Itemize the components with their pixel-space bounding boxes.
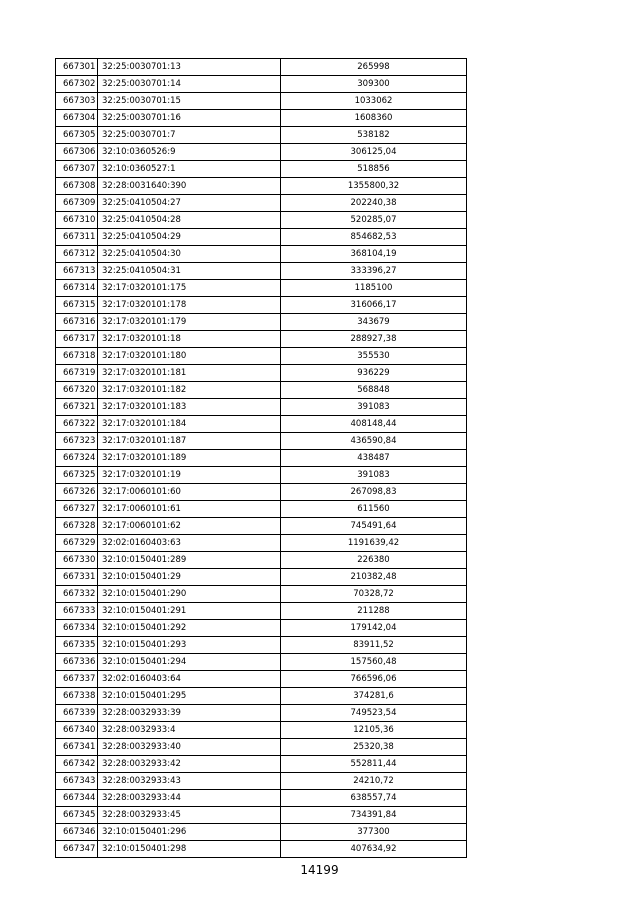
cadastral-number-cell: 32:02:0160403:63 (98, 535, 281, 552)
cadastral-number-cell: 32:25:0030701:15 (98, 93, 281, 110)
value-cell: 157560,48 (281, 654, 467, 671)
value-cell: 638557,74 (281, 790, 467, 807)
table-row (56, 229, 467, 246)
table-row (56, 297, 467, 314)
value-cell: 368104,19 (281, 246, 467, 263)
table-row (56, 841, 467, 858)
cadastral-number-cell: 32:25:0030701:14 (98, 76, 281, 93)
row-id-cell: 667338 (56, 688, 98, 705)
cadastral-number-cell: 32:25:0410504:27 (98, 195, 281, 212)
row-id-cell: 667316 (56, 314, 98, 331)
row-id-cell: 667339 (56, 705, 98, 722)
row-id-cell: 667331 (56, 569, 98, 586)
cadastral-number-cell: 32:25:0410504:30 (98, 246, 281, 263)
value-cell: 306125,04 (281, 144, 467, 161)
row-id-cell: 667330 (56, 552, 98, 569)
row-id-cell: 667334 (56, 620, 98, 637)
cadastral-number-cell: 32:10:0150401:289 (98, 552, 281, 569)
cadastral-number-cell: 32:17:0320101:178 (98, 297, 281, 314)
row-id-cell: 667309 (56, 195, 98, 212)
row-id-cell: 667306 (56, 144, 98, 161)
cadastral-number-cell: 32:10:0150401:29 (98, 569, 281, 586)
row-id-cell: 667307 (56, 161, 98, 178)
table-row (56, 178, 467, 195)
value-cell: 568848 (281, 382, 467, 399)
row-id-cell: 667347 (56, 841, 98, 858)
table-row (56, 110, 467, 127)
table-row (56, 756, 467, 773)
table-row (56, 671, 467, 688)
cadastral-number-cell: 32:28:0032933:39 (98, 705, 281, 722)
value-cell: 408148,44 (281, 416, 467, 433)
table-row (56, 144, 467, 161)
row-id-cell: 667332 (56, 586, 98, 603)
value-cell: 374281,6 (281, 688, 467, 705)
value-cell: 1355800,32 (281, 178, 467, 195)
cadastral-number-cell: 32:17:0320101:187 (98, 433, 281, 450)
row-id-cell: 667337 (56, 671, 98, 688)
table-row (56, 484, 467, 501)
table-row (56, 399, 467, 416)
table-row (56, 365, 467, 382)
value-cell: 267098,83 (281, 484, 467, 501)
value-cell: 391083 (281, 467, 467, 484)
row-id-cell: 667336 (56, 654, 98, 671)
table-row (56, 654, 467, 671)
row-id-cell: 667305 (56, 127, 98, 144)
cadastral-number-cell: 32:10:0150401:294 (98, 654, 281, 671)
row-id-cell: 667333 (56, 603, 98, 620)
table-row (56, 773, 467, 790)
value-cell: 1185100 (281, 280, 467, 297)
row-id-cell: 667325 (56, 467, 98, 484)
table-row (56, 739, 467, 756)
row-id-cell: 667320 (56, 382, 98, 399)
cadastral-number-cell: 32:17:0320101:182 (98, 382, 281, 399)
cadastral-number-cell: 32:17:0320101:179 (98, 314, 281, 331)
cadastral-number-cell: 32:25:0030701:7 (98, 127, 281, 144)
table-row (56, 246, 467, 263)
cadastral-number-cell: 32:17:0320101:19 (98, 467, 281, 484)
value-cell: 83911,52 (281, 637, 467, 654)
row-id-cell: 667319 (56, 365, 98, 382)
table-row (56, 76, 467, 93)
table-row (56, 586, 467, 603)
cadastral-number-cell: 32:10:0150401:296 (98, 824, 281, 841)
table-body (56, 59, 467, 858)
cadastral-number-cell: 32:17:0320101:175 (98, 280, 281, 297)
value-cell: 438487 (281, 450, 467, 467)
cadastral-number-cell: 32:17:0060101:61 (98, 501, 281, 518)
cadastral-number-cell: 32:10:0360527:1 (98, 161, 281, 178)
value-cell: 211288 (281, 603, 467, 620)
cadastral-number-cell: 32:10:0150401:291 (98, 603, 281, 620)
table-row (56, 552, 467, 569)
table-row (56, 688, 467, 705)
table-row (56, 263, 467, 280)
row-id-cell: 667303 (56, 93, 98, 110)
cadastral-number-cell: 32:17:0060101:60 (98, 484, 281, 501)
value-cell: 288927,38 (281, 331, 467, 348)
row-id-cell: 667310 (56, 212, 98, 229)
value-cell: 436590,84 (281, 433, 467, 450)
value-cell: 407634,92 (281, 841, 467, 858)
value-cell: 25320,38 (281, 739, 467, 756)
row-id-cell: 667345 (56, 807, 98, 824)
cadastral-number-cell: 32:28:0031640:390 (98, 178, 281, 195)
cadastral-number-cell: 32:25:0410504:28 (98, 212, 281, 229)
value-cell: 24210,72 (281, 773, 467, 790)
row-id-cell: 667315 (56, 297, 98, 314)
value-cell: 355530 (281, 348, 467, 365)
row-id-cell: 667308 (56, 178, 98, 195)
table-row (56, 382, 467, 399)
table-row (56, 127, 467, 144)
row-id-cell: 667313 (56, 263, 98, 280)
value-cell: 202240,38 (281, 195, 467, 212)
value-cell: 343679 (281, 314, 467, 331)
table-row (56, 59, 467, 76)
table-row (56, 331, 467, 348)
table-row (56, 93, 467, 110)
cadastral-number-cell: 32:25:0030701:13 (98, 59, 281, 76)
row-id-cell: 667341 (56, 739, 98, 756)
table-row (56, 637, 467, 654)
cadastral-number-cell: 32:28:0032933:45 (98, 807, 281, 824)
value-cell: 265998 (281, 59, 467, 76)
cadastral-number-cell: 32:10:0150401:298 (98, 841, 281, 858)
cadastral-number-cell: 32:28:0032933:44 (98, 790, 281, 807)
value-cell: 377300 (281, 824, 467, 841)
cadastral-number-cell: 32:10:0150401:292 (98, 620, 281, 637)
value-cell: 518856 (281, 161, 467, 178)
row-id-cell: 667304 (56, 110, 98, 127)
cadastral-number-cell: 32:28:0032933:4 (98, 722, 281, 739)
value-cell: 520285,07 (281, 212, 467, 229)
table-row (56, 807, 467, 824)
row-id-cell: 667323 (56, 433, 98, 450)
cadastral-number-cell: 32:10:0150401:290 (98, 586, 281, 603)
cadastral-number-cell: 32:25:0030701:16 (98, 110, 281, 127)
value-cell: 854682,53 (281, 229, 467, 246)
cadastral-number-cell: 32:17:0320101:183 (98, 399, 281, 416)
table-row (56, 212, 467, 229)
row-id-cell: 667324 (56, 450, 98, 467)
table-row (56, 314, 467, 331)
table-row (56, 348, 467, 365)
row-id-cell: 667311 (56, 229, 98, 246)
row-id-cell: 667301 (56, 59, 98, 76)
cadastral-number-cell: 32:28:0032933:42 (98, 756, 281, 773)
row-id-cell: 667326 (56, 484, 98, 501)
value-cell: 936229 (281, 365, 467, 382)
table-row (56, 195, 467, 212)
cadastral-number-cell: 32:25:0410504:29 (98, 229, 281, 246)
table-row (56, 824, 467, 841)
row-id-cell: 667328 (56, 518, 98, 535)
value-cell: 226380 (281, 552, 467, 569)
row-id-cell: 667346 (56, 824, 98, 841)
cadastral-number-cell: 32:17:0320101:184 (98, 416, 281, 433)
row-id-cell: 667343 (56, 773, 98, 790)
row-id-cell: 667344 (56, 790, 98, 807)
table-row (56, 790, 467, 807)
table-row (56, 518, 467, 535)
value-cell: 210382,48 (281, 569, 467, 586)
row-id-cell: 667321 (56, 399, 98, 416)
cadastral-value-table (55, 58, 467, 858)
table-row (56, 467, 467, 484)
row-id-cell: 667314 (56, 280, 98, 297)
value-cell: 391083 (281, 399, 467, 416)
cadastral-number-cell: 32:10:0150401:295 (98, 688, 281, 705)
row-id-cell: 667317 (56, 331, 98, 348)
value-cell: 1608360 (281, 110, 467, 127)
row-id-cell: 667322 (56, 416, 98, 433)
value-cell: 1191639,42 (281, 535, 467, 552)
cadastral-number-cell: 32:17:0320101:18 (98, 331, 281, 348)
cadastral-number-cell: 32:17:0060101:62 (98, 518, 281, 535)
cadastral-number-cell: 32:25:0410504:31 (98, 263, 281, 280)
cadastral-number-cell: 32:28:0032933:43 (98, 773, 281, 790)
cadastral-number-cell: 32:17:0320101:180 (98, 348, 281, 365)
value-cell: 333396,27 (281, 263, 467, 280)
value-cell: 745491,64 (281, 518, 467, 535)
value-cell: 734391,84 (281, 807, 467, 824)
table-row (56, 705, 467, 722)
table-row (56, 569, 467, 586)
row-id-cell: 667329 (56, 535, 98, 552)
cadastral-number-cell: 32:17:0320101:181 (98, 365, 281, 382)
value-cell: 552811,44 (281, 756, 467, 773)
cadastral-number-cell: 32:17:0320101:189 (98, 450, 281, 467)
value-cell: 538182 (281, 127, 467, 144)
page-number: 14199 (300, 863, 339, 877)
value-cell: 309300 (281, 76, 467, 93)
value-cell: 611560 (281, 501, 467, 518)
value-cell: 749523,54 (281, 705, 467, 722)
table-row (56, 450, 467, 467)
table-row (56, 280, 467, 297)
cadastral-number-cell: 32:10:0360526:9 (98, 144, 281, 161)
cadastral-number-cell: 32:28:0032933:40 (98, 739, 281, 756)
row-id-cell: 667342 (56, 756, 98, 773)
table-row (56, 416, 467, 433)
table-row (56, 535, 467, 552)
table-row (56, 161, 467, 178)
table-row (56, 603, 467, 620)
cadastral-number-cell: 32:02:0160403:64 (98, 671, 281, 688)
value-cell: 70328,72 (281, 586, 467, 603)
table-row (56, 620, 467, 637)
value-cell: 1033062 (281, 93, 467, 110)
row-id-cell: 667302 (56, 76, 98, 93)
row-id-cell: 667318 (56, 348, 98, 365)
table-row (56, 722, 467, 739)
row-id-cell: 667312 (56, 246, 98, 263)
row-id-cell: 667327 (56, 501, 98, 518)
cadastral-number-cell: 32:10:0150401:293 (98, 637, 281, 654)
row-id-cell: 667335 (56, 637, 98, 654)
table-row (56, 433, 467, 450)
table-row (56, 501, 467, 518)
row-id-cell: 667340 (56, 722, 98, 739)
value-cell: 766596,06 (281, 671, 467, 688)
value-cell: 316066,17 (281, 297, 467, 314)
value-cell: 12105,36 (281, 722, 467, 739)
value-cell: 179142,04 (281, 620, 467, 637)
